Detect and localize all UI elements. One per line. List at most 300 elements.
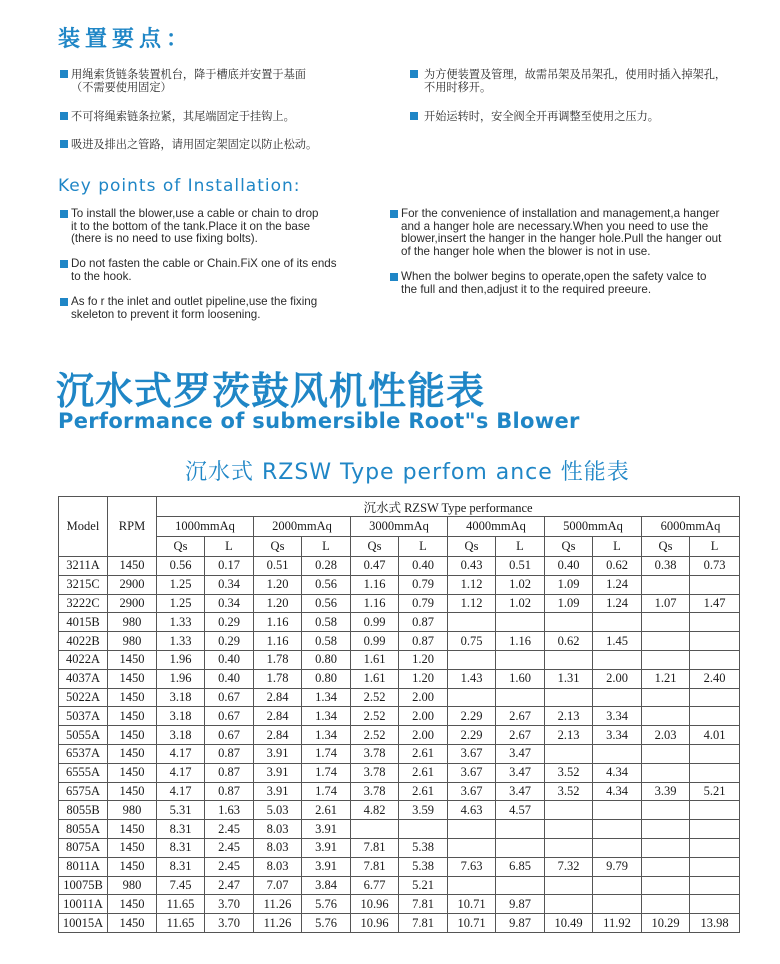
bullet-square-icon [60, 210, 68, 218]
table-cell: 3.70 [205, 914, 254, 933]
table-cell: 10.29 [642, 914, 690, 933]
table-cell [593, 876, 642, 895]
table-cell: 0.56 [302, 575, 351, 594]
header-qs: Qs [351, 537, 399, 557]
table-cell: 2.00 [399, 707, 448, 726]
table-cell [593, 688, 642, 707]
table-cell: 2.00 [593, 669, 642, 688]
cell-model: 4022A [59, 650, 108, 669]
table-title: 沉水式 RZSW Type perfom ance 性能表 [185, 460, 630, 485]
bullet-square-icon [60, 70, 68, 78]
table-cell: 0.73 [690, 557, 740, 576]
cell-rpm: 2900 [108, 594, 157, 613]
table-cell: 1.45 [593, 632, 642, 651]
table-cell: 2.84 [254, 688, 302, 707]
table-cell [448, 613, 496, 632]
header-l: L [593, 537, 642, 557]
table-cell [496, 838, 545, 857]
cell-rpm: 1450 [108, 650, 157, 669]
table-cell: 1.78 [254, 669, 302, 688]
table-cell: 7.45 [157, 876, 205, 895]
header-pressure: 6000mmAq [642, 517, 740, 537]
table-cell: 0.67 [205, 726, 254, 745]
table-cell: 1.31 [545, 669, 593, 688]
table-cell: 0.56 [302, 594, 351, 613]
table-cell [496, 650, 545, 669]
table-cell: 5.03 [254, 801, 302, 820]
table-cell: 5.76 [302, 914, 351, 933]
install-note-cn-3 [60, 138, 390, 151]
table-cell: 2.29 [448, 726, 496, 745]
table-cell [642, 744, 690, 763]
table-cell: 8.03 [254, 838, 302, 857]
table-cell: 0.62 [593, 557, 642, 576]
bullet-square-icon [390, 210, 398, 218]
table-cell: 0.51 [496, 557, 545, 576]
table-cell: 2.40 [690, 669, 740, 688]
table-cell [642, 857, 690, 876]
table-cell [690, 632, 740, 651]
cell-rpm: 1450 [108, 688, 157, 707]
table-cell [545, 688, 593, 707]
install-title-cn: 装置要点： [58, 27, 194, 52]
table-cell [642, 763, 690, 782]
table-cell: 0.34 [205, 594, 254, 613]
table-cell: 0.28 [302, 557, 351, 576]
table-row [59, 801, 740, 820]
table-cell: 3.34 [593, 726, 642, 745]
table-cell: 10.96 [351, 895, 399, 914]
table-cell: 2.84 [254, 707, 302, 726]
table-cell: 3.91 [302, 838, 351, 857]
table-cell: 2.84 [254, 726, 302, 745]
table-cell: 9.87 [496, 895, 545, 914]
cell-model: 6537A [59, 744, 108, 763]
cell-model: 8055B [59, 801, 108, 820]
table-cell: 5.76 [302, 895, 351, 914]
cell-rpm: 980 [108, 613, 157, 632]
table-cell [690, 575, 740, 594]
table-cell: 10.49 [545, 914, 593, 933]
table-cell: 0.79 [399, 575, 448, 594]
cell-rpm: 1450 [108, 763, 157, 782]
table-cell: 1.74 [302, 782, 351, 801]
table-cell [496, 876, 545, 895]
table-cell: 6.77 [351, 876, 399, 895]
header-rpm: RPM [108, 497, 157, 557]
table-cell: 1.09 [545, 594, 593, 613]
table-cell [545, 820, 593, 839]
table-cell: 7.81 [351, 838, 399, 857]
table-cell: 0.43 [448, 557, 496, 576]
table-cell [690, 650, 740, 669]
cell-model: 5022A [59, 688, 108, 707]
table-cell: 4.57 [496, 801, 545, 820]
table-row [59, 857, 740, 876]
table-row [59, 876, 740, 895]
cell-rpm: 1450 [108, 669, 157, 688]
table-cell: 3.67 [448, 744, 496, 763]
table-cell [593, 801, 642, 820]
table-cell: 1.16 [254, 632, 302, 651]
table-row [59, 669, 740, 688]
cell-model: 3211A [59, 557, 108, 576]
table-cell: 7.32 [545, 857, 593, 876]
table-cell: 10.71 [448, 895, 496, 914]
table-cell [448, 650, 496, 669]
table-cell: 2.45 [205, 838, 254, 857]
table-cell [642, 688, 690, 707]
table-cell: 4.34 [593, 782, 642, 801]
cell-model: 6575A [59, 782, 108, 801]
table-row [59, 782, 740, 801]
cell-rpm: 980 [108, 801, 157, 820]
table-cell: 1.20 [254, 575, 302, 594]
performance-heading-cn: 沉水式罗茨鼓风机性能表 [56, 369, 486, 413]
table-row [59, 895, 740, 914]
table-cell [593, 820, 642, 839]
table-cell: 5.21 [399, 876, 448, 895]
table-cell: 2.61 [399, 744, 448, 763]
table-row [59, 726, 740, 745]
header-qs: Qs [157, 537, 205, 557]
table-cell: 0.40 [545, 557, 593, 576]
table-cell: 2.45 [205, 857, 254, 876]
table-cell [690, 838, 740, 857]
table-cell: 2.45 [205, 820, 254, 839]
table-cell: 3.47 [496, 744, 545, 763]
header-pressure: 5000mmAq [545, 517, 642, 537]
table-cell: 0.87 [399, 632, 448, 651]
table-cell: 2.47 [205, 876, 254, 895]
table-cell: 0.87 [205, 744, 254, 763]
table-cell: 3.47 [496, 763, 545, 782]
install-note-en-5 [390, 271, 760, 296]
table-cell: 1.16 [351, 575, 399, 594]
table-cell: 1.47 [690, 594, 740, 613]
table-cell [448, 876, 496, 895]
header-l: L [302, 537, 351, 557]
cell-rpm: 1450 [108, 857, 157, 876]
table-cell: 1.25 [157, 594, 205, 613]
table-cell: 3.39 [642, 782, 690, 801]
cell-rpm: 1450 [108, 838, 157, 857]
table-cell: 2.61 [399, 782, 448, 801]
table-cell: 7.81 [399, 895, 448, 914]
table-cell [690, 763, 740, 782]
table-cell: 2.61 [399, 763, 448, 782]
table-cell [545, 838, 593, 857]
table-cell: 10.71 [448, 914, 496, 933]
table-cell: 0.99 [351, 632, 399, 651]
table-cell: 0.29 [205, 632, 254, 651]
table-cell [642, 801, 690, 820]
install-note-cn-text: 为方便装置及管理，故需吊架及吊架孔，使用时插入掉架孔， 不用时移开。 [424, 68, 727, 94]
table-cell: 3.78 [351, 763, 399, 782]
table-cell: 0.67 [205, 707, 254, 726]
table-cell: 1.12 [448, 594, 496, 613]
table-cell [545, 613, 593, 632]
table-cell: 1.16 [254, 613, 302, 632]
cell-model: 6555A [59, 763, 108, 782]
table-cell [690, 857, 740, 876]
table-cell [642, 632, 690, 651]
table-cell: 3.67 [448, 763, 496, 782]
cell-rpm: 1450 [108, 782, 157, 801]
table-cell: 0.80 [302, 650, 351, 669]
table-cell: 0.47 [351, 557, 399, 576]
table-cell [690, 688, 740, 707]
table-cell [448, 838, 496, 857]
header-l: L [496, 537, 545, 557]
table-cell [690, 801, 740, 820]
table-cell: 3.18 [157, 726, 205, 745]
cell-rpm: 1450 [108, 707, 157, 726]
table-row [59, 594, 740, 613]
table-cell: 3.91 [254, 763, 302, 782]
install-note-cn-1 [60, 68, 390, 94]
table-cell: 1.02 [496, 594, 545, 613]
header-caption: 沉水式 RZSW Type performance [157, 497, 740, 517]
table-row [59, 632, 740, 651]
table-cell: 8.03 [254, 820, 302, 839]
cell-model: 5037A [59, 707, 108, 726]
table-cell: 11.26 [254, 914, 302, 933]
cell-model: 10075B [59, 876, 108, 895]
table-cell: 3.84 [302, 876, 351, 895]
table-cell: 11.26 [254, 895, 302, 914]
table-cell: 3.78 [351, 782, 399, 801]
table-cell: 0.87 [399, 613, 448, 632]
table-cell: 8.31 [157, 838, 205, 857]
table-cell: 4.17 [157, 763, 205, 782]
table-cell [593, 895, 642, 914]
table-cell: 2.29 [448, 707, 496, 726]
table-cell: 1.24 [593, 594, 642, 613]
install-note-cn-2 [60, 110, 390, 123]
cell-rpm: 980 [108, 632, 157, 651]
bullet-square-icon [390, 273, 398, 281]
table-cell [496, 613, 545, 632]
performance-heading-en: Performance of submersible Root"s Blower [58, 409, 580, 433]
table-cell: 0.87 [205, 763, 254, 782]
table-cell: 4.34 [593, 763, 642, 782]
table-row [59, 650, 740, 669]
table-cell: 5.38 [399, 838, 448, 857]
table-cell [642, 613, 690, 632]
table-cell [496, 688, 545, 707]
install-note-cn-5 [410, 110, 755, 123]
table-cell: 5.31 [157, 801, 205, 820]
table-cell: 0.38 [642, 557, 690, 576]
table-cell: 1.16 [496, 632, 545, 651]
install-title-en: Key points of Installation: [58, 176, 301, 196]
table-cell: 0.67 [205, 688, 254, 707]
cell-model: 8011A [59, 857, 108, 876]
header-qs: Qs [642, 537, 690, 557]
install-note-cn-text: 不可将绳索链条拉紧，其尾端固定于挂钩上。 [71, 110, 295, 123]
cell-rpm: 2900 [108, 575, 157, 594]
install-note-en-3 [60, 296, 390, 321]
table-cell: 1.20 [399, 669, 448, 688]
table-cell [545, 744, 593, 763]
table-cell: 0.58 [302, 613, 351, 632]
table-cell [496, 820, 545, 839]
table-cell: 0.99 [351, 613, 399, 632]
table-cell: 13.98 [690, 914, 740, 933]
table-cell: 9.87 [496, 914, 545, 933]
table-cell: 0.79 [399, 594, 448, 613]
table-cell: 2.00 [399, 688, 448, 707]
table-cell [545, 801, 593, 820]
table-cell [690, 613, 740, 632]
table-cell: 2.67 [496, 707, 545, 726]
install-note-en-1 [60, 208, 390, 246]
header-l: L [690, 537, 740, 557]
table-cell [690, 707, 740, 726]
table-cell: 1.60 [496, 669, 545, 688]
header-pressure: 2000mmAq [254, 517, 351, 537]
bullet-square-icon [60, 112, 68, 120]
table-cell: 2.52 [351, 688, 399, 707]
table-cell: 1.16 [351, 594, 399, 613]
table-cell: 3.34 [593, 707, 642, 726]
table-cell: 7.63 [448, 857, 496, 876]
table-cell: 6.85 [496, 857, 545, 876]
table-row [59, 744, 740, 763]
bullet-square-icon [410, 112, 418, 120]
bullet-square-icon [410, 70, 418, 78]
cell-rpm: 1450 [108, 557, 157, 576]
table-cell: 0.58 [302, 632, 351, 651]
table-row [59, 557, 740, 576]
table-row [59, 820, 740, 839]
table-cell: 0.56 [157, 557, 205, 576]
table-cell: 1.78 [254, 650, 302, 669]
header-qs: Qs [545, 537, 593, 557]
table-cell: 1.09 [545, 575, 593, 594]
table-cell: 0.40 [399, 557, 448, 576]
table-cell [545, 876, 593, 895]
table-cell: 1.12 [448, 575, 496, 594]
cell-model: 4037A [59, 669, 108, 688]
table-cell: 2.13 [545, 707, 593, 726]
bullet-square-icon [60, 140, 68, 148]
table-cell: 0.80 [302, 669, 351, 688]
table-cell: 1.20 [399, 650, 448, 669]
table-cell: 7.07 [254, 876, 302, 895]
table-cell: 8.31 [157, 820, 205, 839]
table-cell: 7.81 [399, 914, 448, 933]
table-cell: 7.81 [351, 857, 399, 876]
table-cell [448, 688, 496, 707]
table-cell: 4.17 [157, 744, 205, 763]
cell-rpm: 1450 [108, 914, 157, 933]
table-cell [642, 895, 690, 914]
cell-model: 3215C [59, 575, 108, 594]
table-cell: 4.82 [351, 801, 399, 820]
table-cell [642, 838, 690, 857]
table-cell: 1.20 [254, 594, 302, 613]
table-cell: 4.01 [690, 726, 740, 745]
table-row [59, 763, 740, 782]
table-cell: 1.25 [157, 575, 205, 594]
table-cell: 0.34 [205, 575, 254, 594]
table-cell: 3.52 [545, 763, 593, 782]
table-cell: 1.33 [157, 632, 205, 651]
table-cell [545, 650, 593, 669]
cell-rpm: 1450 [108, 726, 157, 745]
table-row [59, 707, 740, 726]
table-cell [593, 650, 642, 669]
table-cell: 10.96 [351, 914, 399, 933]
install-note-en-text: To install the blower,use a cable or chain to drop it to the bottom of the tank.Place it on the base (there is no need to use fixing bolts). [71, 207, 319, 246]
header-model: Model [59, 497, 108, 557]
table-cell: 0.40 [205, 669, 254, 688]
bullet-square-icon [60, 260, 68, 268]
table-cell: 11.65 [157, 895, 205, 914]
table-cell [642, 650, 690, 669]
table-cell: 1.07 [642, 594, 690, 613]
table-cell: 2.03 [642, 726, 690, 745]
table-row [59, 575, 740, 594]
table-row [59, 613, 740, 632]
table-cell [351, 820, 399, 839]
table-cell [593, 613, 642, 632]
table-cell [690, 744, 740, 763]
install-note-en-4 [390, 208, 760, 258]
performance-table [58, 496, 740, 933]
table-cell: 1.34 [302, 688, 351, 707]
table-cell: 1.61 [351, 669, 399, 688]
header-l: L [399, 537, 448, 557]
install-note-cn-4 [410, 68, 755, 94]
table-cell: 9.79 [593, 857, 642, 876]
table-cell: 3.78 [351, 744, 399, 763]
table-cell: 2.13 [545, 726, 593, 745]
table-cell: 0.75 [448, 632, 496, 651]
cell-rpm: 980 [108, 876, 157, 895]
table-cell: 1.74 [302, 744, 351, 763]
table-cell: 1.96 [157, 669, 205, 688]
table-cell: 4.63 [448, 801, 496, 820]
table-row [59, 688, 740, 707]
cell-model: 10015A [59, 914, 108, 933]
install-note-en-2 [60, 258, 390, 283]
table-cell: 1.33 [157, 613, 205, 632]
table-cell: 8.31 [157, 857, 205, 876]
header-pressure: 3000mmAq [351, 517, 448, 537]
bullet-square-icon [60, 298, 68, 306]
install-note-en-text: As fo r the inlet and outlet pipeline,use the fixing skeleton to prevent it form loosening. [71, 295, 318, 321]
cell-model: 4022B [59, 632, 108, 651]
header-pressure: 4000mmAq [448, 517, 545, 537]
table-cell: 0.40 [205, 650, 254, 669]
table-cell: 2.61 [302, 801, 351, 820]
header-qs: Qs [448, 537, 496, 557]
table-cell: 3.67 [448, 782, 496, 801]
table-cell: 2.52 [351, 707, 399, 726]
header-pressure: 1000mmAq [157, 517, 254, 537]
table-row [59, 914, 740, 933]
table-cell [593, 744, 642, 763]
table-cell [545, 895, 593, 914]
table-cell: 1.74 [302, 763, 351, 782]
table-cell: 2.67 [496, 726, 545, 745]
table-cell: 1.02 [496, 575, 545, 594]
table-cell: 1.34 [302, 726, 351, 745]
table-cell: 3.47 [496, 782, 545, 801]
